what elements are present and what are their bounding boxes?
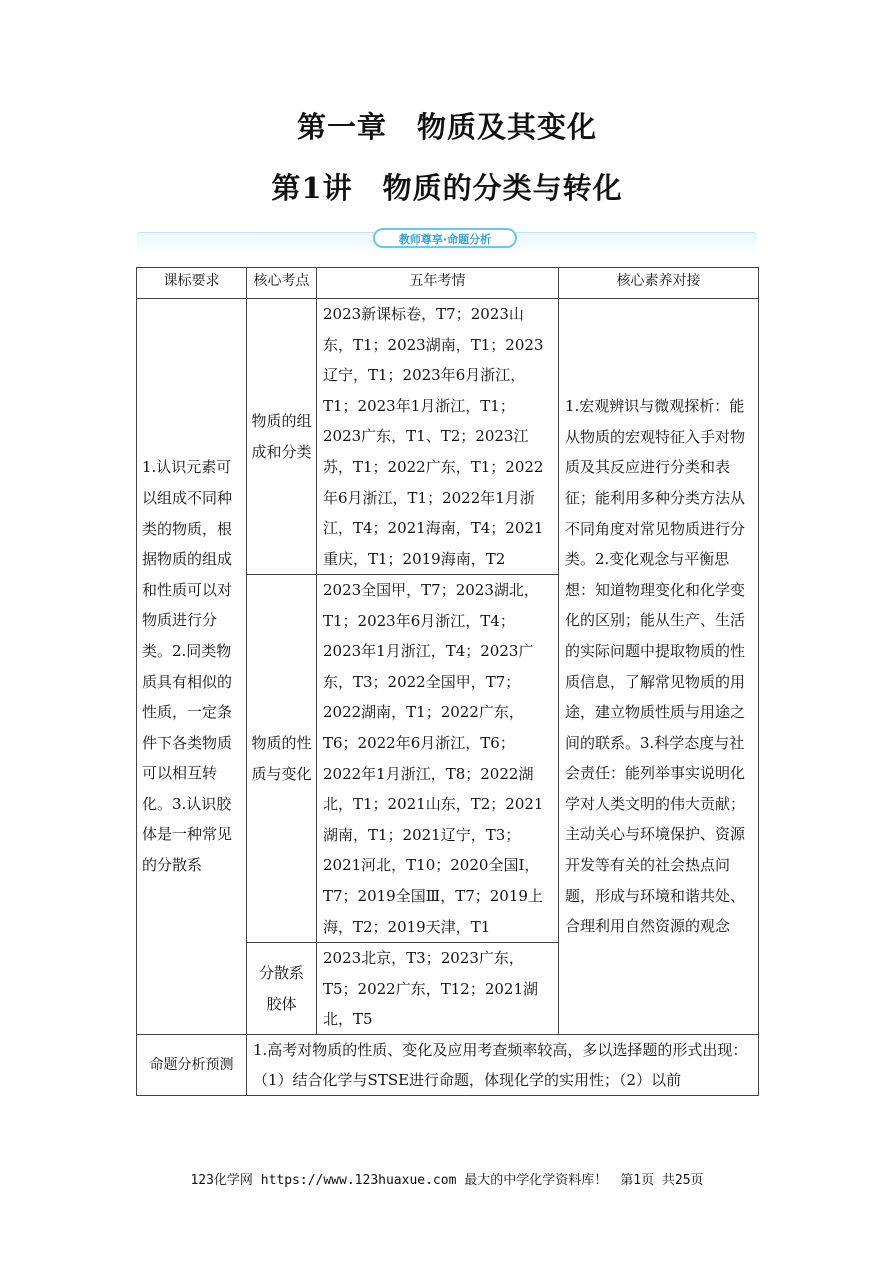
core-point-label: 物质的组成和分类: [251, 411, 312, 461]
requirements-text: 1.认识元素可以组成不同种类的物质，根据物质的组成和性质可以对物质进行分类。2.同类物质具有相似的性质，一定条件下各类物质可以相互转化。3.认识胶体是一种常见的分散系: [142, 458, 233, 875]
lecture-title: 第1讲 物质的分类与转化: [271, 171, 623, 205]
exam-records-text: 2023北京，T3；2023广东，T5；2022广东，T12；2021湖北，T5: [323, 949, 538, 1029]
header-core-point: 核心考点: [246, 267, 317, 299]
header-competency: 核心素养对接: [558, 267, 759, 299]
prediction-text: 1.高考对物质的性质、变化及应用考查频率较高，多以选择题的形式出现：（1）结合化学与STSE进行命题，体现化学的实用性；（2）以前: [253, 1041, 748, 1089]
core-point-cell: [246, 942, 317, 1035]
prediction-label: 命题分析预测: [149, 1056, 234, 1073]
banner-label: 教师尊享·命题分析: [373, 228, 517, 248]
core-point-label: 分散系胶体: [258, 963, 304, 1013]
requirements-cell: [136, 298, 247, 1035]
competency-cell: [558, 298, 759, 1035]
core-point-label: 物质的性质与变化: [251, 733, 312, 783]
exam-records-cell: [316, 942, 559, 1035]
header-five-year-exams: 五年考情: [316, 267, 559, 299]
prediction-label-cell: [136, 1034, 247, 1096]
competency-text: 1.宏观辨识与微观探析：能从物质的宏观特征入手对物质及其反应进行分类和表征；能利用多种分类方法从不同角度对常见物质进行分类。2.变化观念与平衡思想：知道物理变化和化学变化的区别；能从生产、生活的实际问题中提取物质的性质信息，了解常见物质的用途，建立物质性质与用途之间的联系。3.科学态度与社会责任：能列举事实说明化学对人类文明的伟大贡献；主动关心与环境保护、资源开发等有关的社会热点问题，形成与环境和谐共处、合理利用自然资源的观念: [565, 397, 746, 936]
exam-records-text: 2023新课标卷，T7；2023山东，T1；2023湖南，T1；2023辽宁，T1；2023年6月浙江，T1；2023年1月浙江，T1；2023广东，T1、T2；2023江苏，T1；2022广东，T1；2022年6月浙江，T1；2022年1月浙江，T4；2021海南，T4；2021重庆，T1；2019海南，T2: [323, 305, 544, 568]
exam-records-cell: [316, 298, 559, 575]
chapter-title: 第一章 物质及其变化: [296, 110, 597, 144]
core-point-cell: [246, 298, 317, 575]
exam-records-text: 2023全国甲，T7；2023湖北，T1；2023年6月浙江，T4；2023年1月浙江，T4；2023广东，T3；2022全国甲，T7；2022湖南，T1；2022广东，T6；2022年6月浙江，T6；2022年1月浙江，T8；2022湖北，T1；2021山东，T2；2021湖南，T1；2021辽宁，T3；2021河北，T10；2020全国Ⅰ，T7；2019全国Ⅲ，T7；2019上海，T2；2019天津，T1: [323, 581, 544, 936]
header-requirements: 课标要求: [136, 267, 247, 299]
exam-records-cell: [316, 574, 559, 943]
page-footer: 123化学网 https://www.123huaxue.com 最大的中学化学资料库！ 第1页 共25页: [190, 1173, 704, 1188]
teacher-banner: [137, 232, 757, 259]
prediction-text-cell: [246, 1034, 759, 1096]
core-point-cell: [246, 574, 317, 943]
